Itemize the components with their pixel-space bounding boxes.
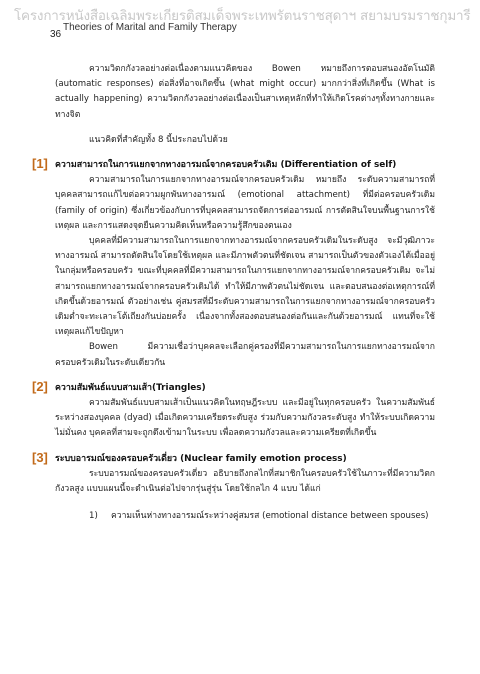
section-1 bbox=[32, 156, 435, 371]
section-paragraph: ความสามารถในการแยกจากทางอารมณ์จากครอบครัวเดิม หมายถึง ระดับความสามารถที่บุคคลสามารถแก้ไขต่อความผูกพันทางอารมณ์ (emotional attachment) ที่มีต่อครอบครัวเดิม (family of origin) ซึ่งเกี่ยวข้องกับการที่บุคคลสามารถจัดการต่ออารมณ์ การตัดสินใจบนพื้นฐานการใช้เหตุผล และการแสดงจุดยืนความคิดเห็นหรือความรู้สึกของตนเอง bbox=[55, 175, 435, 231]
page-header bbox=[0, 0, 480, 56]
section-number: [3] bbox=[32, 449, 48, 465]
intro-lead: แนวคิดที่สำคัญทั้ง 8 นี้ประกอบไปด้วย bbox=[89, 134, 228, 145]
section-title: ความสามารถในการแยกจากทางอารมณ์จากครอบครัวเดิม (Differentiation of self) bbox=[55, 160, 397, 171]
intro-paragraph: ความวิตกกังวลอย่างต่อเนื่องตามแนวคิดของ Bowen หมายถึงการตอบสนองอัตโนมัติ (automatic responses) ต่อสิ่งที่อาจเกิดขึ้น (what might occur) มากกว่าสิ่งที่เกิดขึ้น (What is actually happening) ความวิตกกังวลอย่างต่อเนื่องเป็นสาเหตุหลักที่ทำให้เกิดโรคต่างๆทั้งทางกายและทางจิต bbox=[55, 64, 435, 120]
section-3 bbox=[32, 449, 435, 525]
section-paragraph: ระบบอารมณ์ของครอบครัวเดี่ยว อธิบายถึงกลไกที่สมาชิกในครอบครัวใช้ในภาวะที่มีความวิตกกังวลสูง แบบแผนนี้จะดำเนินต่อไปจากรุ่นสู่รุ่น โดยใช้กลไก 4 แบบ ได้แก่ bbox=[55, 468, 435, 495]
list-item-text: ความเห็นห่างทางอารมณ์ระหว่างคู่สมรส (emotional distance between spouses) bbox=[111, 511, 429, 522]
header-watermark: โครงการหนังสือเฉลิมพระเกียรติสมเด็จพระเทพรัตนราชสุดาฯ สยามบรมราชกุมารี bbox=[14, 8, 471, 24]
section-2 bbox=[32, 378, 435, 442]
section-paragraph: บุคคลที่มีความสามารถในการแยกจากทางอารมณ์จากครอบครัวเดิมในระดับสูง จะมีวุฒิภาวะทางอารมณ์ สามารถตัดสินใจโดยใช้เหตุผล และมีภาพตัวตนที่ชัดเจน สามารถเป็นตัวของตัวเองได้เมื่ออยู่ในกลุ่มหรือครอบครัว ขณะที่บุคคลที่มีความสามารถในการแยกจากทางอารมณ์จากครอบครัวเดิม จะไม่สามารถแยกทางอารมณ์จากครอบครัวเดิมได้ ทำให้มีภาพตัวตนไม่ชัดเจน และตอบสนองต่อเหตุการณ์ที่เกิดขึ้นด้วยอารมณ์ ตัวอย่างเช่น คู่สมรสที่มีระดับความสามารถในการแยกจากทางอารมณ์จากครอบครัวเดิมต่ำจะทะเลาะโต้เถียงกันบ่อยครั้ง เนื่องจากทั้งสองตอบสนองต่อกันและกันด้วยอารมณ์ แทนที่จะใช้เหตุผลแก้ไขปัญหา bbox=[55, 236, 435, 338]
list-item-number: 1) bbox=[89, 511, 98, 522]
page-body bbox=[32, 62, 435, 524]
section-paragraph: Bowen มีความเชื่อว่าบุคคลจะเลือกคู่ครองที่มีความสามารถในการแยกทางอารมณ์จากครอบครัวเดิมในระดับเดียวกัน bbox=[55, 342, 435, 368]
section-number: [1] bbox=[32, 156, 48, 172]
section-number: [2] bbox=[32, 378, 48, 394]
section-paragraph: ความสัมพันธ์แบบสามเส้าเป็นแนวคิดในทฤษฎีระบบ และมีอยู่ในทุกครอบครัว ในความสัมพันธ์ระหว่างสองบุคคล (dyad) เมื่อเกิดความเครียดระดับสูง ร่วมกับความกังวลระดับสูง ทำให้ระบบเกิดความไม่มั่นคง บุคคลที่สามจะถูกดึงเข้ามาในระบบ เพื่อลดความกังวลและความเครียดที่เกิดขึ้น bbox=[55, 398, 435, 439]
list-item bbox=[55, 509, 435, 524]
running-title: Theories of Marital and Family Therapy bbox=[63, 22, 237, 33]
section-title: ความสัมพันธ์แบบสามเส้า(Triangles) bbox=[55, 382, 206, 393]
page-number: 36 bbox=[50, 29, 62, 40]
section-title: ระบบอารมณ์ของครอบครัวเดี่ยว (Nuclear family emotion process) bbox=[55, 453, 347, 464]
